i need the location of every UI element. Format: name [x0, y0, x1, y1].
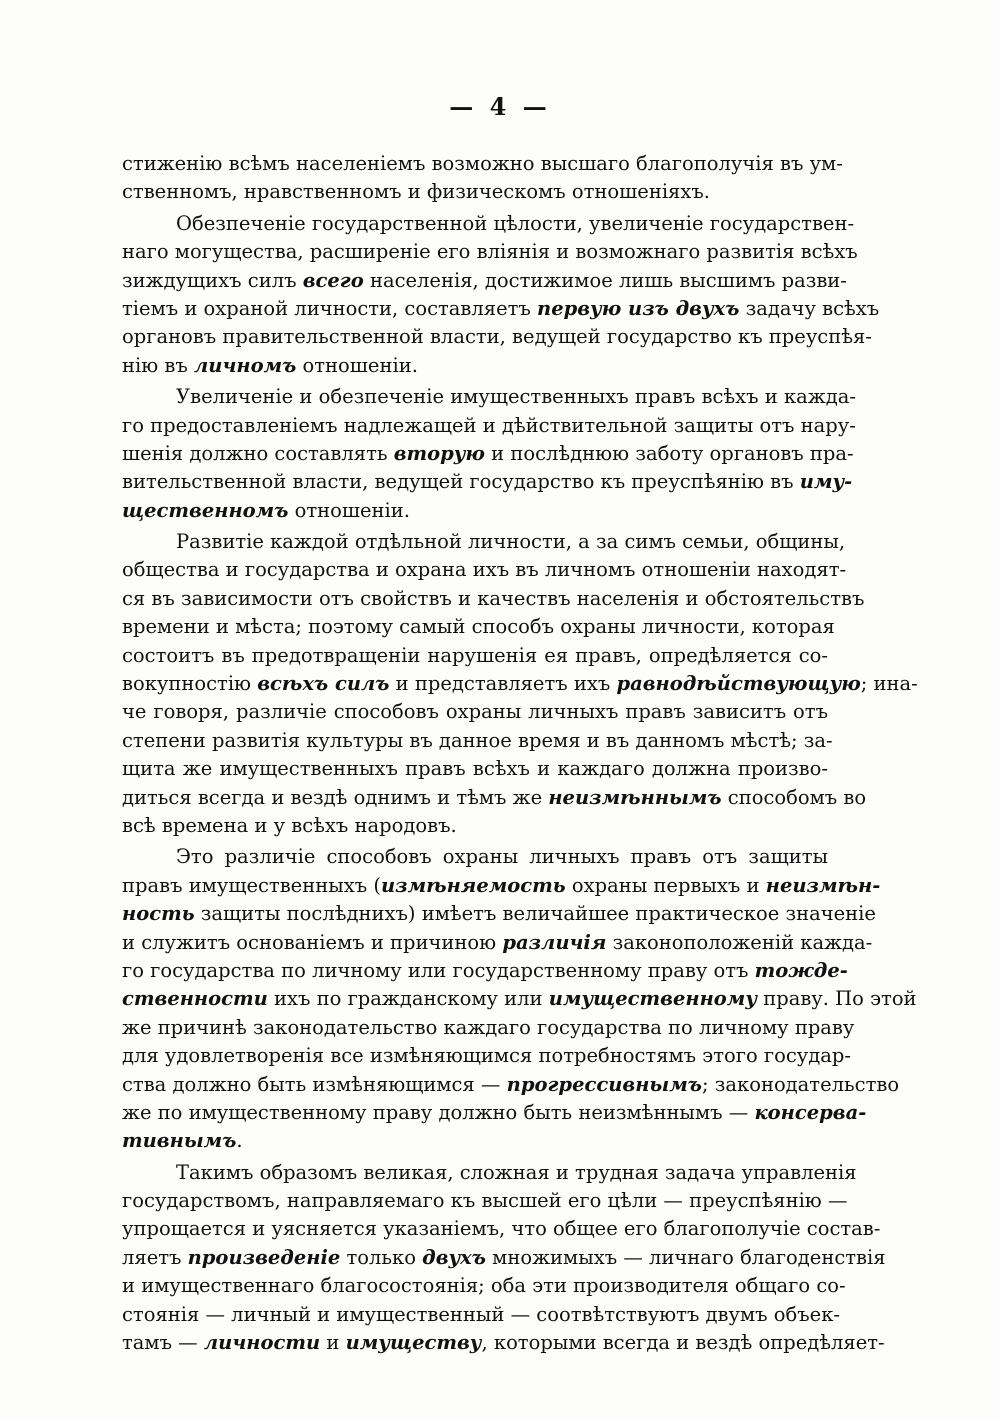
text-run: го предоставленіемъ надлежащей и дѣйствительной защиты отъ нару- — [122, 413, 856, 437]
text-run: отношеніи. — [288, 498, 410, 522]
text-run: вительственной власти, ведущей государство къ преуспѣянію въ — [122, 470, 800, 494]
text-run: Это различіе способовъ охраны личныхъ правъ отъ защиты — [176, 845, 828, 869]
emphasis-run: личности — [203, 1331, 321, 1355]
text-line — [122, 178, 828, 206]
text-run: и служитъ основаніемъ и причиною — [122, 930, 503, 954]
text-run: населенія, достижимое лишь высшимъ разви- — [363, 268, 847, 292]
emphasis-run: равнодѣйствующую — [616, 672, 861, 696]
emphasis-run: щественномъ — [122, 498, 289, 522]
text-line — [122, 352, 828, 380]
text-run: общества и государства и охрана ихъ въ личномъ отношеніи находят- — [122, 558, 847, 582]
text-run: Такимъ образомъ великая, сложная и трудная задача управленія — [176, 1160, 857, 1184]
emphasis-run: имуществу — [345, 1331, 482, 1355]
text-line — [122, 267, 847, 295]
text-line — [122, 1014, 855, 1042]
text-run: Обезпеченіе государственной цѣлости, увеличеніе государствен- — [176, 211, 855, 235]
text-run: ; законодательство — [701, 1072, 900, 1096]
text-run: стиженію всѣмъ населеніемъ возможно высшаго благополучія въ ум- — [122, 152, 843, 175]
text-line — [122, 957, 848, 985]
text-line — [122, 1244, 886, 1272]
text-line — [122, 1301, 840, 1329]
text-line — [122, 585, 865, 613]
emphasis-run: неизмѣннымъ — [548, 785, 722, 809]
text-line — [122, 1042, 851, 1070]
body-text — [122, 150, 918, 1357]
text-line — [122, 295, 880, 323]
text-run: ; ина- — [860, 672, 918, 696]
emphasis-run: произведеніе — [187, 1245, 341, 1269]
text-line — [122, 210, 855, 238]
text-run: упрощается и уясняется указаніемъ, что общее его благополучіе состав- — [122, 1217, 881, 1241]
text-run: тамъ — — [122, 1331, 204, 1355]
text-line — [122, 727, 833, 755]
emphasis-run: первую изъ двухъ — [537, 296, 740, 320]
text-line — [122, 528, 846, 556]
text-run: зиждущихъ силъ — [122, 268, 303, 292]
text-run: и — [320, 1331, 346, 1355]
text-run: ства должно быть измѣняющимся — — [122, 1072, 507, 1096]
text-run: наго могущества, расширеніе его вліянія и возможнаго развитія всѣхъ — [122, 240, 858, 264]
text-line — [122, 497, 828, 525]
emphasis-run: измѣняемость — [380, 873, 566, 897]
text-line — [122, 929, 873, 957]
text-run: задачу всѣхъ — [739, 296, 880, 320]
text-run: диться всегда и вездѣ однимъ и тѣмъ же — [122, 785, 549, 809]
text-run: множимыхъ — личнаго благоденствія — [485, 1245, 886, 1269]
emphasis-run: ность — [122, 902, 195, 926]
text-run: отношеніи. — [296, 353, 418, 377]
text-run: же по имущественному праву должно быть неизмѣннымъ — — [122, 1100, 755, 1124]
text-line — [122, 556, 847, 584]
text-line — [122, 1127, 828, 1155]
text-line — [122, 900, 876, 928]
text-line — [122, 698, 828, 726]
text-line — [122, 642, 828, 670]
text-run: государствомъ, направляемаго къ высшей его цѣли — преуспѣянію — — [122, 1189, 848, 1213]
text-line — [122, 1099, 867, 1127]
text-run: шенія должно составлять — [122, 441, 394, 465]
text-line — [122, 440, 854, 468]
page-number: — 4 — — [449, 92, 551, 121]
text-run: , которыми всегда и вездѣ опредѣляет- — [481, 1331, 885, 1355]
emphasis-run: тивнымъ — [122, 1129, 237, 1153]
emphasis-run: всего — [302, 268, 364, 292]
text-line — [122, 613, 835, 641]
text-line — [122, 1215, 881, 1243]
text-line — [122, 412, 856, 440]
text-run: ихъ по гражданскому или — [267, 987, 549, 1011]
emphasis-run: различія — [502, 930, 607, 954]
text-run: тіемъ и охраной личности, составляетъ — [122, 296, 538, 320]
text-line — [122, 383, 856, 411]
text-line — [122, 1159, 857, 1187]
text-run: го государства по личному или государственному праву отъ — [122, 958, 755, 982]
text-line — [122, 1187, 848, 1215]
text-run: правъ имущественныхъ ( — [122, 873, 381, 897]
text-run: только — [340, 1245, 423, 1269]
text-run: всѣ времена и у всѣхъ народовъ. — [122, 813, 457, 837]
text-line — [122, 468, 853, 496]
text-run: для удовлетворенія все измѣняющимся потребностямъ этого государ- — [122, 1044, 851, 1068]
text-line — [122, 985, 917, 1013]
emphasis-run: ственности — [122, 987, 268, 1011]
emphasis-run: всѣхъ силъ — [257, 672, 390, 696]
text-run: охраны первыхъ и — [565, 873, 766, 897]
text-run: и представляетъ ихъ — [389, 672, 617, 696]
text-run: ляетъ — [122, 1245, 188, 1269]
text-run: праву. По этой — [757, 987, 917, 1011]
text-line — [122, 843, 828, 871]
emphasis-run: прогрессивнымъ — [506, 1072, 702, 1096]
text-run: щита же имущественныхъ правъ всѣхъ и каждаго должна произво- — [122, 757, 828, 781]
text-run: же причинѣ законодательство каждаго государства по личному праву — [122, 1015, 855, 1039]
text-line — [122, 812, 828, 840]
text-run: времени и мѣста; поэтому самый способъ охраны личности, которая — [122, 615, 835, 639]
text-line — [122, 784, 867, 812]
text-run: Увеличеніе и обезпеченіе имущественныхъ правъ всѣхъ и кажда- — [176, 385, 856, 409]
text-run: стоянія — личный и имущественный — соотвѣтствуютъ двумъ объек- — [122, 1302, 840, 1326]
text-run: че говоря, различіе способовъ охраны личныхъ правъ зависитъ отъ — [122, 700, 828, 724]
text-line — [122, 872, 881, 900]
emphasis-run: тожде- — [754, 958, 848, 982]
text-run: вокупностію — [122, 672, 258, 696]
emphasis-run: личномъ — [194, 353, 297, 377]
text-line — [122, 238, 858, 266]
text-line — [122, 323, 872, 351]
text-run: способомъ во — [721, 785, 867, 809]
text-run: Развитіе каждой отдѣльной личности, а за симъ семьи, общины, — [176, 530, 846, 554]
text-run: законоположеній кажда- — [606, 930, 873, 954]
text-run: ся въ зависимости отъ свойствъ и качествъ населенія и обстоятельствъ — [122, 586, 865, 610]
text-run: . — [236, 1129, 243, 1153]
emphasis-run: неизмѣн- — [765, 873, 881, 897]
emphasis-run: имущественному — [548, 987, 758, 1011]
text-run: состоитъ въ предотвращеніи нарушенія ея правъ, опредѣляется со- — [122, 643, 828, 667]
emphasis-run: вторую — [393, 441, 485, 465]
emphasis-run: консерва- — [754, 1100, 867, 1124]
emphasis-run: двухъ — [422, 1245, 486, 1269]
text-line — [122, 1071, 900, 1099]
text-line — [122, 755, 828, 783]
text-line — [122, 150, 843, 178]
text-run: нію въ — [122, 353, 194, 377]
text-run: степени развитія культуры въ данное время и въ данномъ мѣстѣ; за- — [122, 728, 833, 752]
text-run: защиты послѣднихъ) имѣетъ величайшее практическое значеніе — [194, 902, 876, 926]
text-line — [122, 1329, 885, 1357]
text-run: и послѣднюю заботу органовъ пра- — [484, 441, 854, 465]
text-run: ственномъ, нравственномъ и физическомъ отношеніяхъ. — [122, 180, 710, 204]
text-run: органовъ правительственной власти, ведущей государство къ преуспѣя- — [122, 325, 872, 349]
text-line — [122, 1272, 846, 1300]
emphasis-run: иму- — [799, 470, 853, 494]
text-run: и имущественнаго благосостоянія; оба эти производителя общаго со- — [122, 1274, 846, 1298]
text-line — [122, 670, 918, 698]
